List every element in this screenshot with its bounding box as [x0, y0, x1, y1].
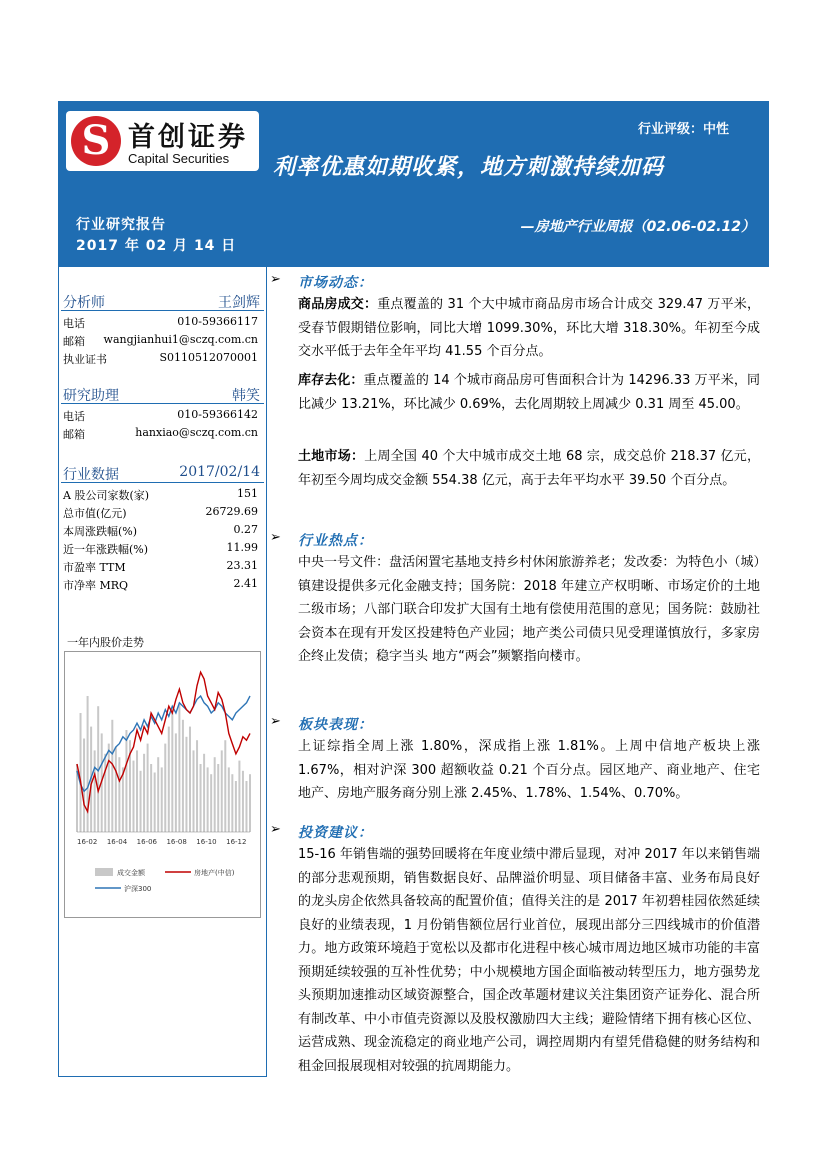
volume-bar — [217, 764, 219, 832]
kv-label: A 股公司家数(家) — [63, 489, 150, 502]
kv-value[interactable]: wangjianhui1@sczq.com.cn — [103, 333, 258, 346]
logo-chinese-name: 首创证券 — [128, 122, 248, 153]
x-tick-label: 16-12 — [226, 838, 247, 846]
volume-bar — [80, 713, 82, 832]
analyst-cert-row — [61, 349, 262, 367]
volume-bar — [164, 744, 166, 832]
volume-bar — [111, 720, 113, 832]
kv-value: 0.27 — [233, 523, 258, 536]
para-lead: 商品房成交： — [298, 297, 378, 312]
section-title — [268, 270, 468, 292]
x-tick-label: 16-04 — [106, 838, 128, 846]
kv-label: 本周涨跌幅(%) — [63, 525, 138, 538]
volume-bar — [185, 737, 187, 832]
para-lead: 土地市场： — [298, 449, 365, 464]
analyst-name: 王剑辉 — [218, 295, 260, 311]
kv-value: S0110512070001 — [159, 351, 258, 364]
volume-bar — [147, 744, 149, 832]
assistant-phone-row — [61, 406, 262, 424]
para-text: 重点覆盖的 31 个大中城市商品房市场合计成交 329.47 万平米，受春节假期错位影响，同比大增 1099.30%，环比大增 318.30%。年初至今成交水平低于去年全年平均 41.55 个百分点。 — [298, 297, 760, 359]
section-title — [268, 712, 468, 734]
volume-bar — [224, 740, 226, 832]
price-chart — [64, 651, 261, 918]
assistant-header — [61, 384, 264, 404]
industry-data-date: 2017/02/14 — [179, 464, 260, 480]
paragraph — [298, 551, 760, 669]
kv-label: 电话 — [63, 410, 85, 423]
industry-row — [61, 557, 262, 575]
kv-label: 总市值(亿元) — [63, 507, 127, 520]
section-title — [268, 820, 468, 842]
analyst-role: 分析师 — [63, 295, 105, 311]
volume-bar — [143, 754, 145, 832]
arrow-bullet-icon: ➢ — [270, 272, 281, 287]
x-tick-label: 16-02 — [77, 838, 98, 846]
series-line-sector — [77, 672, 250, 811]
industry-row — [61, 503, 262, 521]
sidebar — [58, 267, 267, 1077]
kv-value: 2.41 — [233, 577, 258, 590]
paragraph — [298, 293, 760, 364]
arrow-bullet-icon: ➢ — [270, 822, 281, 837]
volume-bar — [125, 730, 127, 832]
volume-bar — [140, 771, 142, 832]
kv-value: 11.99 — [226, 541, 258, 554]
kv-value: 151 — [237, 487, 258, 500]
analyst-phone-row — [61, 313, 262, 331]
kv-value: 26729.69 — [205, 505, 258, 518]
industry-data-title: 行业数据 — [63, 467, 119, 483]
kv-label: 电话 — [63, 317, 85, 330]
paragraph — [298, 735, 760, 806]
kv-label: 近一年涨跌幅(%) — [63, 543, 149, 556]
kv-label: 邮箱 — [63, 428, 85, 441]
section-heading: 板块表现： — [298, 717, 373, 733]
kv-label: 市净率 MRQ — [63, 579, 129, 592]
industry-data-header — [61, 463, 264, 483]
volume-bar — [228, 767, 230, 832]
volume-bar — [182, 720, 184, 832]
industry-row — [61, 521, 262, 539]
x-tick-label: 16-10 — [196, 838, 217, 846]
kv-value[interactable]: hanxiao@sczq.com.cn — [135, 426, 258, 439]
assistant-email-row — [61, 424, 262, 442]
volume-bar — [249, 774, 251, 832]
kv-label: 执业证书 — [63, 353, 107, 366]
arrow-bullet-icon: ➢ — [270, 714, 281, 729]
section-heading: 投资建议： — [298, 825, 373, 841]
kv-value: 23.31 — [226, 559, 258, 572]
paragraph — [298, 445, 760, 492]
para-text: 上周全国 40 个大中城市成交土地 68 宗，成交总价 218.37 亿元，年初至今周均成交金额 554.38 亿元，高于去年平均水平 39.50 个百分点。 — [298, 449, 760, 488]
industry-row — [61, 575, 262, 593]
legend-label: 房地产(中信) — [194, 869, 235, 877]
volume-bar — [108, 744, 110, 832]
price-chart-title: 一年内股价走势 — [67, 636, 144, 649]
assistant-name: 韩笑 — [232, 388, 260, 404]
legend-swatch-volume — [95, 868, 113, 876]
volume-bar — [83, 739, 85, 833]
company-logo — [66, 111, 259, 171]
volume-bar — [94, 750, 96, 832]
volume-bar — [238, 761, 240, 832]
report-header — [58, 101, 769, 267]
volume-bar — [193, 750, 195, 832]
price-chart-svg — [65, 652, 260, 917]
volume-bar — [245, 781, 247, 832]
assistant-role: 研究助理 — [63, 388, 119, 404]
volume-bar — [235, 781, 237, 832]
volume-bar — [207, 767, 209, 832]
volume-bar — [242, 771, 244, 832]
section-title — [268, 528, 468, 550]
volume-bar — [178, 705, 180, 833]
industry-rating: 行业评级：中性 — [637, 122, 729, 137]
volume-bar — [231, 774, 233, 832]
report-type: 行业研究报告 — [76, 217, 166, 233]
volume-bar — [150, 764, 152, 832]
legend-label: 沪深300 — [124, 885, 152, 893]
paragraph — [298, 843, 760, 1078]
analyst-header — [61, 291, 264, 311]
volume-bar — [115, 747, 117, 832]
volume-bar — [132, 761, 134, 832]
analyst-email-row — [61, 331, 262, 349]
volume-bar — [171, 713, 173, 832]
arrow-bullet-icon: ➢ — [270, 530, 281, 545]
volume-bar — [161, 767, 163, 832]
volume-bar — [168, 727, 170, 832]
logo-mark-icon: S — [71, 116, 121, 166]
report-title: 利率优惠如期收紧，地方刺激持续加码 — [273, 154, 665, 180]
volume-bar — [189, 727, 191, 832]
volume-bar — [196, 740, 198, 832]
volume-bar — [221, 750, 223, 832]
logo-english-name: Capital Securities — [128, 151, 230, 166]
volume-bar — [154, 773, 156, 833]
report-date: 2017 年 02 月 14 日 — [76, 238, 237, 254]
kv-value: 010-59366117 — [177, 315, 258, 328]
para-text: 中央一号文件：盘活闲置宅基地支持乡村休闲旅游养老；发改委：为特色小（城）镇建设提供多元化金融支持；国务院：2018 年建立产权明晰、市场定价的土地二级市场；八部门联合印发扩大国有土地有偿使用范围的意见；国务院：鼓励社会资本在现有开发区投建特色产业园；地产类公司债只见受理谨慎放行，多家房企终止发债；稳字当头 地方“两会”频繁指向楼市。 — [298, 555, 760, 664]
kv-label: 市盈率 TTM — [63, 561, 126, 574]
volume-bar — [104, 754, 106, 832]
kv-label: 邮箱 — [63, 335, 85, 348]
volume-bar — [118, 757, 120, 832]
volume-bar — [200, 764, 202, 832]
legend-label: 成交金额 — [117, 869, 145, 877]
volume-bar — [136, 750, 138, 832]
volume-bar — [210, 774, 212, 832]
para-lead: 库存去化： — [298, 373, 364, 388]
kv-value: 010-59366142 — [177, 408, 258, 421]
x-tick-label: 16-08 — [166, 838, 187, 846]
section-heading: 行业热点： — [298, 533, 373, 549]
section-heading: 市场动态： — [298, 275, 373, 291]
volume-bar — [214, 757, 216, 832]
industry-row — [61, 485, 262, 503]
report-subtitle: —房地产行业周报（02.06-02.12） — [520, 219, 755, 235]
volume-bar — [157, 757, 159, 832]
para-text: 重点覆盖的 14 个城市商品房可售面积合计为 14296.33 万平米，同比减少 13.21%，环比减少 0.69%，去化周期较上周减少 0.31 周至 45.00。 — [298, 373, 760, 412]
para-text: 上证综指全周上涨 1.80%，深成指上涨 1.81%。上周中信地产板块上涨 1.67%，相对沪深 300 超额收益 0.21 个百分点。园区地产、商业地产、住宅地产、房地产服务商分别上涨 2.45%、1.78%、1.54%、0.70%。 — [298, 739, 760, 801]
industry-row — [61, 539, 262, 557]
volume-bar — [203, 754, 205, 832]
x-tick-label: 16-06 — [136, 838, 157, 846]
paragraph — [298, 369, 760, 416]
para-text: 15-16 年销售端的强势回暖将在年度业绩中滞后显现，对冲 2017 年以来销售端的部分悲观预期，销售数据良好、品牌溢价明显、项目储备丰富、业务布局良好的龙头房企依然具备较高的配置价值；值得关注的是 2017 年初碧桂园依然延续良好的业绩表现，1 月份销售额位居行业首位，展现出部分三四线城市的价值潜力。地方政策环境趋于宽松以及都市化进程中核心城市周边地区城市功能的丰富预期延续较强的互补性优势；中小规模地方国企面临被动转型压力，地方强势龙头预期加速推动区域资源整合，国企改革题材建议关注集团资产证券化、混合所有制改革、中小市值壳资源以及股权激励四大主线；避险情绪下拥有核心区位、运营成熟、现金流稳定的商业地产公司，调控周期内有望凭借稳健的财务结构和租金回报展现相对较强的抗周期能力。 — [298, 847, 760, 1074]
volume-bar — [175, 733, 177, 832]
